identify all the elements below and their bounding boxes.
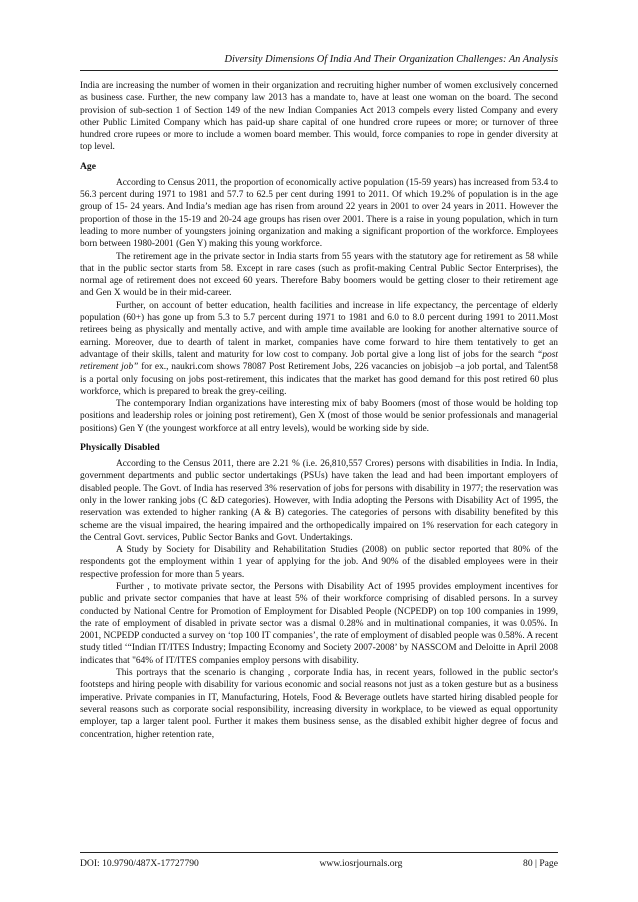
running-header: Diversity Dimensions Of India And Their Organization Challenges: An Analysis — [224, 54, 558, 65]
disabled-paragraph-1: According to the Census 2011, there are 2.21 % (i.e. 26,810,557 Crores) persons with disabilities in India. In India, government departments and public sector undertakings (PSUs) have taken the lead and had been important employers of disabled people. The Govt. of India has reserved 3% reservation of jobs for persons with disability in 1977; the reservation was only in the lower ranking jobs (C &D categories). However, with India adopting the Persons with Disability Act of 1995, the reservation was extended to higher ranking (A & B) categories. The categories of persons with disability benefited by this scheme are the visual impaired, the hearing impaired and the orthopedically impaired on 1% reservation for each category in the Central Govt. services, Public Sector Banks and Govt. Undertakings. — [80, 459, 558, 543]
disabled-paragraph-4: This portrays that the scenario is changing , corporate India has, in recent years, followed in the public sector's footsteps and hiring people with disability for various economic and social reasons not just as a token gesture but as a business imperative. Private companies in IT, Manufacturing, Hotels, Food & Beverage outlets have started hiring disabled people for several reasons such as corporate social responsibility, increasing diversity in workplace, to be viewed as equal opportunity employer, tap a larger talent pool. Further it makes them business sense, as the disabled exhibit higher degree of focus and concentration, higher retention rate, — [80, 668, 558, 740]
footer-divider — [80, 852, 558, 853]
age-paragraph-3-part-a: Further, on account of better education, health facilities and increase in life expectancy, the percentage of elderly population (60+) has gone up from 5.3 to 5.7 percent during 1971 to 1981 and 6.0 to 8.0 percent during 1991 to 2011.Most retirees being as physically and mentally active, and with ample time available are looking for another alternative source of earning. Moreover, due to dearth of talent in market, companies have come forward to hire them tentatively to get an advantage of their skills, talent and maturity for low cost to company. Job portal give a long list of jobs for the search — [80, 300, 558, 360]
age-paragraph-1: According to Census 2011, the proportion of economically active population (15-59 years) has increased from 53.4 to 56.3 percent during 1971 to 1981 and 57.7 to 62.5 per cent during 1991 to 2011. Of which 19.2% of population is in the age group of 15- 24 years. And India’s median age has risen from around 22 years in 2001 to over 24 years in 2011. However the proportion of those in the 15-19 and 20-24 age groups has risen over 2001. There is a raise in young population, which in turn leading to more number of youngsters joining organization and making a significant proportion of the workforce. Employees born between 1980-2001 (Gen Y) making this young workforce. — [80, 177, 558, 250]
age-paragraph-4: The contemporary Indian organizations have interesting mix of baby Boomers (most of those would be holding top positions and leadership roles or joining post retirement), Gen X (most of those would be senior professionals and managerial positions) Gen Y (the youngest workforce at all entry levels), would be working side by side. — [80, 399, 558, 434]
header-divider — [80, 70, 558, 71]
footer-page-number: 80 | Page — [523, 858, 558, 869]
age-paragraph-3-emphasis: “post retirement job” — [80, 349, 558, 373]
section-heading-age: Age — [80, 160, 96, 172]
age-paragraph-2: The retirement age in the private sector in India starts from 55 years with the statutory age for retirement as 58 while that in the public sector starts from 58. Except in rare cases (such as profit-making Central Public Sector Enterprises), the normal age of retirement does not exceed 60 years. Therefore Baby boomers would be getting closer to their retirement age and Gen X would be in their mid-career. — [80, 251, 558, 299]
body-text — [80, 80, 558, 846]
disabled-paragraph-3: Further , to motivate private sector, the Persons with Disability Act of 1995 provides employment incentives for public and private sector companies that have at least 5% of their workforce comprising of disabled persons. In a survey conducted by National Centre for Promotion of Employment for Disabled People (NCPEDP) on top 100 companies in 1999, the rate of employment of disabled in private sector was a dismal 0.28% and in multinational companies, it was 0.05%. In 2001, NCPEDP conducted a survey on ‘top 100 IT companies’, the rate of employment of disabled people was 0.58%. A recent study titled ‘“Indian IT/ITES Industry; Impacting Economy and Society 2007-2008’ by NASSCOM and Deloitte in April 2008 indicates that "64% of IT/ITES companies employ persons with disability. — [80, 581, 558, 666]
footer-website: www.iosrjournals.org — [319, 858, 403, 869]
age-paragraph-3 — [80, 300, 558, 398]
age-paragraph-3-part-b: for ex., naukri.com shows 78087 Post Retirement Jobs, 226 vacancies on jobisjob –a job portal, and Talent58 is a portal only focusing on jobs post-retirement, this indicates that the market has good demand for this post retired 60 plus workforce, which is prepared to break the grey-ceiling. — [80, 362, 558, 397]
page-footer — [80, 858, 558, 869]
intro-paragraph: India are increasing the number of women in their organization and recruiting higher number of women exclusively concerned as business case. Further, the new company law 2013 has a mandate to, have at least one woman on the board. The second provision of sub-section 1 of Section 149 of the new Indian Companies Act 2013 compels every listed Company and every other Public Limited Company which has paid-up share capital of one hundred crore rupees or more; or turnover of three hundred crore rupees or more to include a women board member. This would, force companies to rope in gender diversity at top level. — [80, 81, 558, 153]
disabled-paragraph-2: A Study by Society for Disability and Rehabilitation Studies (2008) on public sector reported that 80% of the respondents got the employment within 1 year of applying for the job. And 90% of the disabled employees were in their respective profession for more than 5 years. — [80, 545, 558, 580]
footer-doi: DOI: 10.9790/487X-17727790 — [80, 858, 199, 869]
section-heading-physically-disabled: Physically Disabled — [80, 442, 160, 454]
